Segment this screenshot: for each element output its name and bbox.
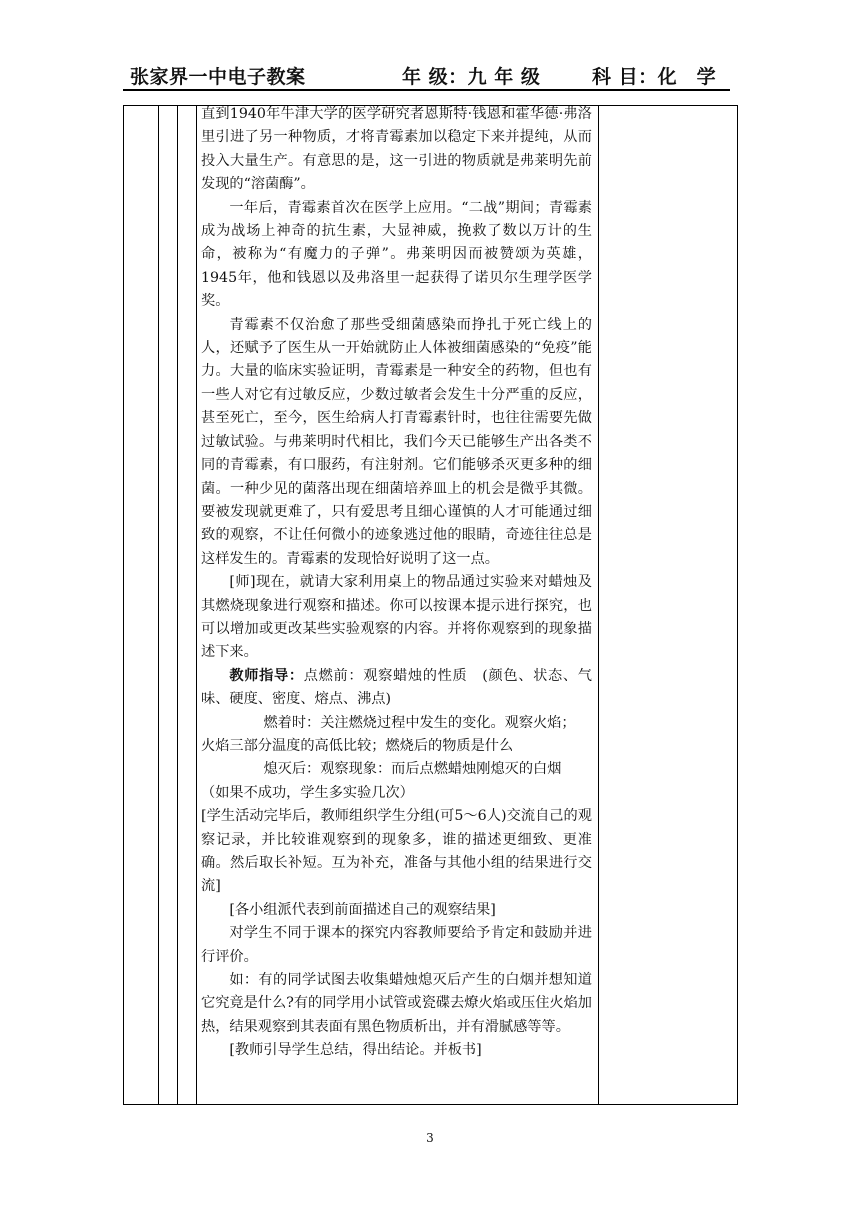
table-column-divider	[196, 105, 197, 1105]
paragraph: [师]现在，就请大家利用桌上的物品通过实验来对蜡烛及其燃烧现象进行观察和描述。你可以按课本提示进行探究，也可以增加或更改某些实验观察的内容。并将你观察到的现象描述下来。	[201, 574, 592, 661]
teacher-guidance	[201, 665, 592, 712]
paragraph: 青霉素不仅治愈了那些受细菌感染而挣扎于死亡线上的人，还赋予了医生从一开始就防止人体被细菌感染的“免疫”能力。大量的临床实验证明，青霉素是一种安全的药物，但也有一些人对它有过敏反应，少数过敏者会发生十分严重的反应，甚至死亡，至今，医生给病人打青霉素针时，也往往需要先做过敏试验。与弗莱明时代相比，我们今天已能够生产出各类不同的青霉素，有口服药，有注射剂。它们能够杀灭更多种的细菌。一种少见的菌落出现在细菌培养皿上的机会是微乎其微。要被发现就更难了，只有爱思考且细心谨慎的人才可能通过细致的观察，不让任何微小的迹象逃过他的眼睛，奇迹往往总是这样发生的。青霉素的发现恰好说明了这一点。	[201, 316, 592, 567]
paragraph: 如：有的同学试图去收集蜡烛熄灭后产生的白烟并想知道它究竟是什么?有的同学用小试管或瓷碟去燎火焰或压住火焰加热，结果观察到其表面有黑色物质析出，并有滑腻感等等。	[201, 972, 592, 1035]
guidance-text: 点燃前：观察蜡烛的性质 (颜色、状态、气味、硬度、密度、熔点、沸点)	[201, 667, 592, 708]
grade-label: 年 级：九 年 级	[402, 66, 541, 88]
paragraph: （如果不成功，学生多实验几次）	[201, 784, 414, 801]
lesson-content	[201, 103, 592, 1063]
table-column-divider	[158, 105, 159, 1105]
header-rule	[123, 89, 730, 91]
table-column-divider	[598, 105, 599, 1105]
paragraph: 熄灭后：观察现象：而后点燃蜡烛刚熄灭的白烟	[263, 761, 562, 778]
table-column-divider	[177, 105, 178, 1105]
page-number: 3	[426, 1131, 434, 1145]
paragraph: [学生活动完毕后，教师组织学生分组(可5～6人)交流自己的观察记录，并比较谁观察到的现象多，谁的描述更细致、更准确。然后取长补短。互为补充，准备与其他小组的结果进行交流]	[201, 808, 592, 895]
school-title: 张家界一中电子教案	[130, 66, 306, 88]
paragraph: [各小组派代表到前面描述自己的观察结果]	[229, 901, 496, 918]
paragraph: 火焰三部分温度的高低比较；燃烧后的物质是什么	[201, 737, 514, 754]
page-header	[130, 62, 730, 92]
subject-label: 科 目：化 学	[592, 66, 717, 88]
paragraph: 燃着时：关注燃烧过程中发生的变化。观察火焰；	[263, 714, 576, 731]
paragraph: 对学生不同于课本的探究内容教师要给予肯定和鼓励并进行评价。	[201, 925, 592, 965]
paragraph: 一年后，青霉素首次在医学上应用。“二战”期间；青霉素成为战场上神奇的抗生素，大显神威，挽救了数以万计的生命，被称为“有魔力的子弹”。弗莱明因而被赞颂为英雄，1945年，他和钱恩以及弗洛里一起获得了诺贝尔生理学医学奖。	[201, 199, 592, 310]
paragraph: 直到1940年牛津大学的医学研究者恩斯特·钱恩和霍华德·弗洛里引进了另一种物质，才将青霉素加以稳定下来并提纯，从而投入大量生产。有意思的是，这一引进的物质就是弗莱明先前发现的“溶菌酶”。	[201, 106, 592, 193]
paragraph: [教师引导学生总结，得出结论。并板书]	[229, 1042, 482, 1059]
guidance-label: 教师指导：	[229, 667, 304, 684]
